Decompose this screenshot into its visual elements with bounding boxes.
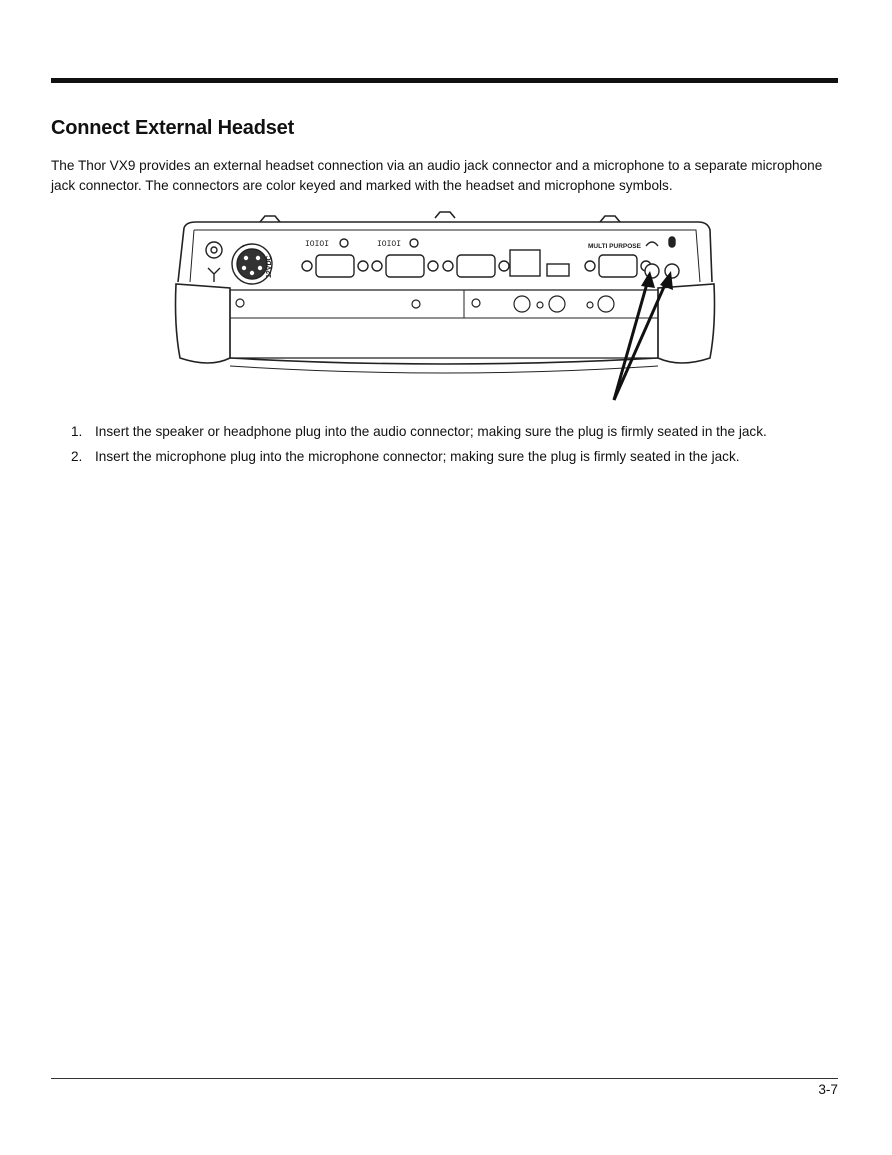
instruction-steps — [51, 424, 841, 473]
com2-port — [302, 239, 368, 277]
antenna-connector — [206, 242, 222, 282]
headset-jack — [645, 242, 659, 278]
device-connector-figure — [170, 208, 720, 406]
com3-port — [443, 255, 509, 277]
lower-panel-details — [236, 296, 614, 312]
step-number: 2. — [71, 448, 83, 464]
intro-paragraph: The Thor VX9 provides an external headset connection via an audio jack connector and a microphone to a separate microphone jack connector. The connectors are color keyed and marked with the headset and microphone symbols. — [51, 158, 823, 193]
section-heading: Connect External Headset — [51, 117, 295, 139]
step-text: Insert the microphone plug into the microphone connector; making sure the plug is firmly seated in the jack. — [95, 448, 740, 464]
svg-text:IOIOI: IOIOI — [305, 240, 330, 249]
multi-purpose-port — [585, 255, 651, 277]
step-text: Insert the speaker or headphone plug into the audio connector; making sure the plug is firmly seated in the jack. — [95, 424, 767, 439]
footer-rule — [51, 1078, 838, 1079]
list-item — [51, 424, 841, 440]
microphone-jack — [665, 237, 679, 278]
ethernet-port — [510, 250, 540, 276]
list-item — [51, 449, 841, 465]
step-number: 1. — [71, 424, 83, 439]
power-label: 12VDC — [266, 255, 273, 278]
header-rule — [51, 78, 838, 83]
arrow-headset — [614, 280, 648, 400]
com1-port — [372, 239, 438, 277]
usb-port — [547, 264, 569, 276]
page-number: 3-7 — [818, 1082, 838, 1097]
right-foot — [658, 284, 715, 363]
arrow-microphone — [614, 280, 667, 400]
svg-text:IOIOI: IOIOI — [377, 240, 402, 249]
left-foot — [176, 284, 231, 363]
multi-purpose-label: MULTI PURPOSE — [588, 243, 641, 250]
